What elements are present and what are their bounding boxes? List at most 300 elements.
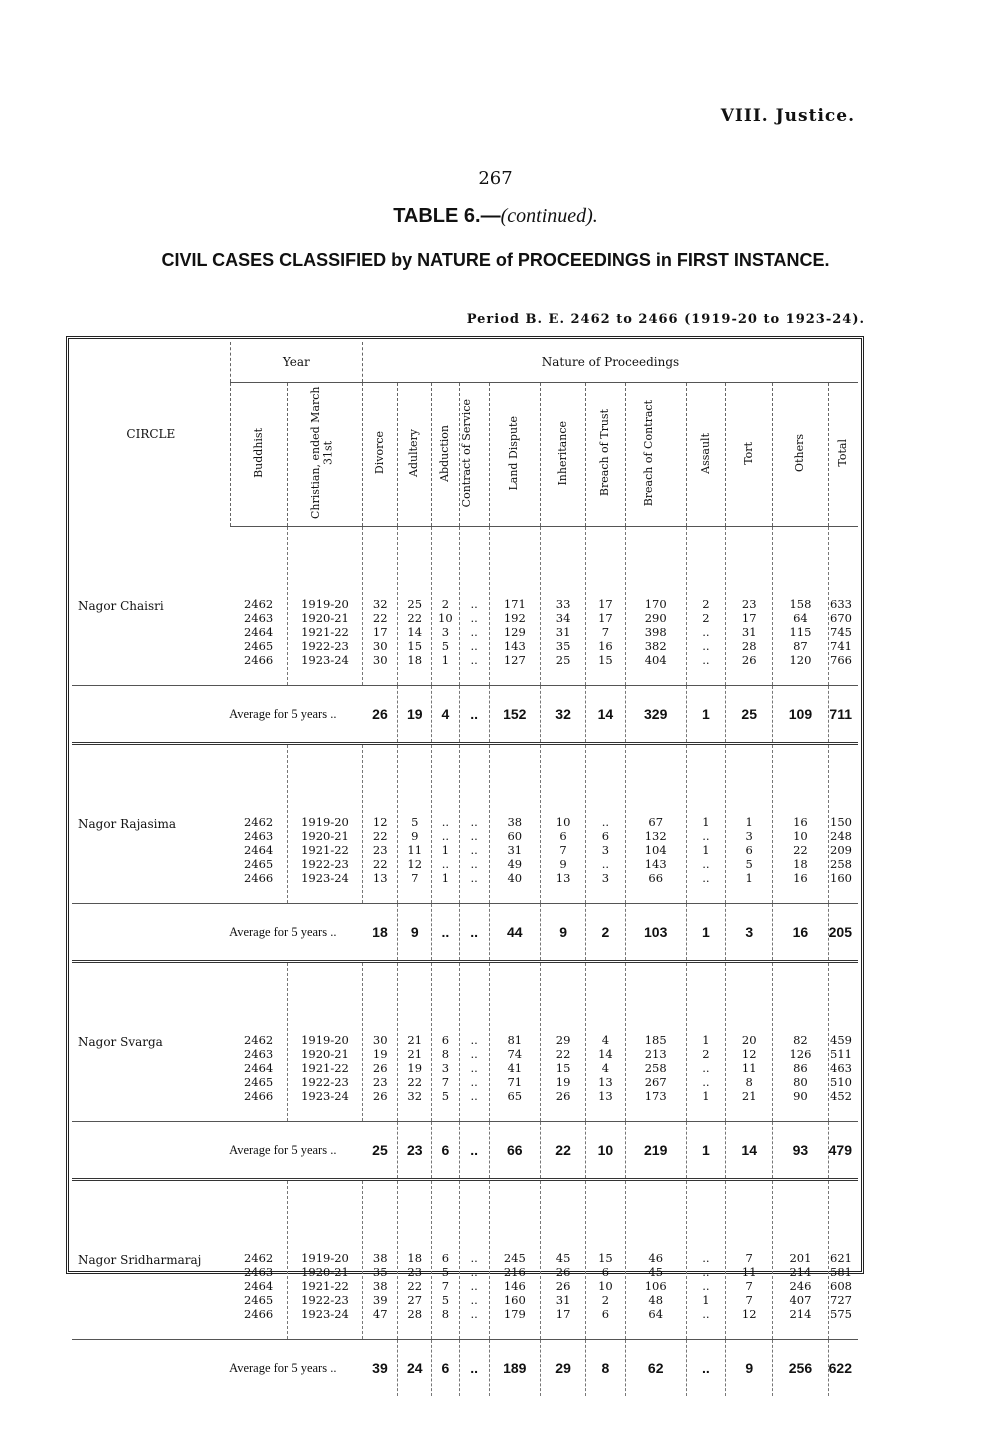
value: .. (470, 871, 478, 885)
value: 81 (507, 1033, 523, 1047)
average-adultery: 19 (398, 686, 432, 744)
breach-trust-values (586, 597, 624, 667)
average-adultery: 23 (398, 1122, 432, 1180)
value: 7 (601, 625, 610, 639)
value: .. (601, 815, 610, 829)
value: 173 (644, 1089, 667, 1103)
average-divorce: 25 (362, 1122, 398, 1180)
others-header-label: Others (793, 434, 807, 472)
value: 67 (648, 815, 664, 829)
abduction-cell (432, 527, 460, 686)
value: .. (470, 1307, 478, 1321)
average-breach-trust: 10 (586, 1122, 625, 1180)
assault-values (687, 1251, 725, 1321)
value: 146 (503, 1279, 526, 1293)
value: 7 (745, 1251, 753, 1265)
value: 2463 (243, 829, 274, 843)
value: .. (470, 843, 478, 857)
value: 17 (741, 611, 757, 625)
value: .. (441, 857, 450, 871)
tort-values (726, 1251, 772, 1321)
value: 19 (555, 1075, 571, 1089)
assault-header (686, 383, 725, 527)
value: 170 (644, 597, 667, 611)
land-dispute-cell (489, 744, 540, 904)
tort-cell (726, 744, 773, 904)
contract-service-header (459, 383, 489, 527)
value: 18 (793, 857, 808, 871)
value: 290 (644, 611, 667, 625)
tort-header-label: Tort (741, 441, 755, 465)
table-title-text: TABLE 6.— (393, 205, 501, 227)
contract-service-header-label: Contract of Service (460, 398, 474, 508)
average-total: 622 (828, 1340, 858, 1397)
value: 7 (411, 871, 419, 885)
value: 28 (741, 639, 757, 653)
tort-cell (726, 1180, 773, 1340)
value: 158 (789, 597, 812, 611)
christian-values (288, 597, 362, 667)
value: 2466 (243, 653, 274, 667)
value: 19 (407, 1061, 423, 1075)
value: 2 (601, 1293, 610, 1307)
value: 31 (741, 625, 757, 639)
value: .. (470, 639, 478, 653)
value: 245 (503, 1251, 526, 1265)
value: 32 (372, 597, 388, 611)
average-contract-service: .. (459, 1340, 489, 1397)
value: 45 (648, 1265, 664, 1279)
nature-group-header: Nature of Proceedings (362, 342, 858, 383)
value: 21 (407, 1033, 423, 1047)
average-breach-trust: 8 (586, 1340, 625, 1397)
abduction-header-label: Abduction (438, 424, 452, 482)
value: 581 (830, 1265, 852, 1279)
adultery-values (398, 815, 431, 885)
average-label: Average for 5 years .. (72, 1340, 362, 1397)
divorce-cell (362, 1180, 398, 1340)
value: 1922-23 (301, 857, 349, 871)
value: 670 (830, 611, 852, 625)
tort-values (726, 597, 772, 667)
average-breach-trust: 14 (586, 686, 625, 744)
value: 115 (789, 625, 812, 639)
value: 22 (372, 857, 388, 871)
average-divorce: 18 (362, 904, 398, 962)
section-title: VIII. Justice. (720, 106, 855, 126)
value: 3 (601, 871, 610, 885)
value: 5 (411, 815, 419, 829)
average-inheritance: 9 (540, 904, 585, 962)
value: 6 (601, 829, 610, 843)
average-inheritance: 22 (540, 1122, 585, 1180)
inheritance-header (540, 383, 585, 527)
value: 452 (830, 1089, 852, 1103)
divorce-values (363, 815, 398, 885)
value: .. (470, 815, 478, 829)
value: 12 (407, 857, 423, 871)
circle-name: Nagor Chaisri (78, 598, 164, 613)
land-dispute-values (490, 1033, 540, 1103)
divorce-cell (362, 527, 398, 686)
value: .. (702, 857, 710, 871)
average-inheritance: 32 (540, 686, 585, 744)
value: 209 (830, 843, 852, 857)
value: 22 (793, 843, 808, 857)
breach-contract-values (626, 1251, 686, 1321)
buddhist-cell (230, 744, 287, 904)
value: 22 (407, 1075, 423, 1089)
value: .. (470, 611, 478, 625)
breach-contract-cell (625, 527, 686, 686)
value: 23 (372, 843, 388, 857)
value: 25 (555, 653, 571, 667)
average-row (72, 1340, 858, 1397)
value: 66 (648, 871, 664, 885)
average-label: Average for 5 years .. (72, 686, 362, 744)
average-abduction: .. (432, 904, 460, 962)
inheritance-cell (540, 962, 585, 1122)
value: 27 (407, 1293, 423, 1307)
value: 201 (789, 1251, 812, 1265)
value: 6 (441, 1033, 450, 1047)
others-cell (773, 962, 828, 1122)
value: 745 (830, 625, 852, 639)
abduction-values (432, 1033, 459, 1103)
value: 633 (830, 597, 852, 611)
contract-service-cell (459, 744, 489, 904)
value: 2462 (243, 1251, 274, 1265)
value: .. (470, 1075, 478, 1089)
value: 6 (601, 1307, 610, 1321)
value: 30 (372, 653, 388, 667)
divorce-header-label: Divorce (372, 431, 386, 475)
inheritance-values (541, 1033, 585, 1103)
average-breach-contract: 103 (625, 904, 686, 962)
breach-contract-values (626, 597, 686, 667)
assault-cell (686, 1180, 725, 1340)
inheritance-cell (540, 744, 585, 904)
value: 104 (644, 843, 667, 857)
value: 23 (407, 1265, 423, 1279)
value: 2 (702, 597, 710, 611)
value: 45 (555, 1251, 571, 1265)
total-values (829, 1251, 852, 1321)
value: 11 (407, 843, 423, 857)
average-adultery: 24 (398, 1340, 432, 1397)
value: 15 (598, 1251, 613, 1265)
value: 1919-20 (301, 597, 349, 611)
land-dispute-cell (489, 527, 540, 686)
breach-trust-header-label: Breach of Trust (598, 409, 612, 497)
average-breach-contract: 219 (625, 1122, 686, 1180)
value: 621 (830, 1251, 852, 1265)
value: 13 (598, 1075, 613, 1089)
adultery-values (398, 1033, 431, 1103)
value: 143 (644, 857, 667, 871)
assault-values (687, 815, 725, 885)
contract-service-values (460, 1033, 489, 1103)
christian-cell (288, 1180, 363, 1340)
value: 26 (555, 1279, 571, 1293)
others-values (773, 597, 827, 667)
value: 2466 (243, 1089, 274, 1103)
average-total: 205 (828, 904, 858, 962)
value: 26 (555, 1265, 571, 1279)
value: 26 (372, 1061, 388, 1075)
value: 2 (702, 611, 710, 625)
breach-trust-values (586, 1033, 624, 1103)
value: 64 (648, 1307, 664, 1321)
others-header (773, 383, 828, 527)
value: .. (702, 829, 710, 843)
value: 7 (559, 843, 567, 857)
value: 1920-21 (301, 1265, 349, 1279)
breach-contract-values (626, 815, 686, 885)
value: 6 (441, 1251, 450, 1265)
value: .. (470, 1265, 478, 1279)
buddhist-values (230, 815, 287, 885)
breach-contract-values (626, 1033, 686, 1103)
value: 129 (503, 625, 526, 639)
total-header (828, 383, 858, 527)
value: 35 (372, 1265, 388, 1279)
value: .. (702, 1075, 710, 1089)
value: 15 (407, 639, 423, 653)
land-dispute-header (489, 383, 540, 527)
value: 22 (372, 829, 388, 843)
average-assault: 1 (686, 1122, 725, 1180)
value: 171 (503, 597, 526, 611)
buddhist-cell (230, 527, 287, 686)
value: 38 (507, 815, 523, 829)
value: 2466 (243, 1307, 274, 1321)
value: 248 (830, 829, 852, 843)
value: 2463 (243, 611, 274, 625)
value: 213 (644, 1047, 667, 1061)
value: 608 (830, 1279, 852, 1293)
value: 8 (441, 1307, 450, 1321)
value: 13 (372, 871, 388, 885)
tort-values (726, 1033, 772, 1103)
value: 1922-23 (301, 639, 349, 653)
value: 1919-20 (301, 1251, 349, 1265)
value: 398 (644, 625, 667, 639)
inheritance-cell (540, 527, 585, 686)
value: 7 (441, 1279, 450, 1293)
value: 14 (598, 1047, 613, 1061)
christian-cell (288, 527, 363, 686)
average-contract-service: .. (459, 1122, 489, 1180)
value: .. (702, 625, 710, 639)
value: .. (702, 1061, 710, 1075)
value: 150 (830, 815, 852, 829)
average-adultery: 9 (398, 904, 432, 962)
value: 10 (438, 611, 453, 625)
value: 246 (789, 1279, 812, 1293)
value: 18 (407, 653, 423, 667)
abduction-values (432, 815, 459, 885)
average-assault: 1 (686, 904, 725, 962)
value: .. (470, 653, 478, 667)
value: 511 (830, 1047, 852, 1061)
value: 1 (702, 1293, 710, 1307)
value: 179 (503, 1307, 526, 1321)
breach-trust-values (586, 1251, 624, 1321)
value: 71 (507, 1075, 523, 1089)
value: 2465 (243, 639, 274, 653)
value: 2465 (243, 857, 274, 871)
value: 32 (407, 1089, 423, 1103)
circle-data-block (72, 962, 858, 1122)
value: 49 (507, 857, 523, 871)
abduction-cell (432, 744, 460, 904)
value: .. (470, 1251, 478, 1265)
value: 1 (702, 843, 710, 857)
value: 407 (789, 1293, 812, 1307)
breach-trust-cell (586, 962, 625, 1122)
value: 132 (644, 829, 667, 843)
value: 2464 (243, 843, 274, 857)
christian-header-label: Christian, ended March 31st (308, 386, 335, 520)
adultery-cell (398, 744, 432, 904)
value: 17 (555, 1307, 571, 1321)
value: 20 (741, 1033, 757, 1047)
value: 3 (441, 1061, 450, 1075)
value: 18 (407, 1251, 423, 1265)
value: 1920-21 (301, 829, 349, 843)
average-tort: 9 (726, 1340, 773, 1397)
value: 17 (598, 611, 613, 625)
average-label: Average for 5 years .. (72, 904, 362, 962)
inheritance-cell (540, 1180, 585, 1340)
value: 12 (741, 1047, 757, 1061)
average-land-dispute: 66 (489, 1122, 540, 1180)
others-cell (773, 527, 828, 686)
value: 9 (559, 857, 567, 871)
average-abduction: 4 (432, 686, 460, 744)
value: 727 (830, 1293, 852, 1307)
value: 404 (644, 653, 667, 667)
value: 10 (793, 829, 808, 843)
value: 25 (407, 597, 423, 611)
value: .. (470, 1047, 478, 1061)
value: 1923-24 (301, 653, 349, 667)
value: 16 (793, 871, 808, 885)
value: 6 (559, 829, 567, 843)
value: 26 (741, 653, 757, 667)
value: 11 (741, 1061, 757, 1075)
value: 143 (503, 639, 526, 653)
value: 10 (598, 1279, 613, 1293)
value: 258 (830, 857, 852, 871)
table-title (0, 205, 991, 228)
value: 23 (372, 1075, 388, 1089)
land-dispute-values (490, 1251, 540, 1321)
value: 26 (555, 1089, 571, 1103)
value: 106 (644, 1279, 667, 1293)
value: 26 (372, 1089, 388, 1103)
value: 2463 (243, 1047, 274, 1061)
value: 6 (745, 843, 753, 857)
value: 5 (441, 1293, 450, 1307)
value: 1921-22 (301, 843, 349, 857)
value: 30 (372, 639, 388, 653)
value: 2464 (243, 625, 274, 639)
value: .. (702, 1307, 710, 1321)
christian-cell (288, 962, 363, 1122)
value: 2462 (243, 1033, 274, 1047)
average-contract-service: .. (459, 686, 489, 744)
total-header-label: Total (835, 439, 849, 467)
value: 31 (555, 1293, 571, 1307)
circle-data-block (72, 744, 858, 904)
value: 459 (830, 1033, 852, 1047)
value: .. (702, 639, 710, 653)
value: 13 (555, 871, 571, 885)
value: 34 (555, 611, 571, 625)
breach-trust-cell (586, 527, 625, 686)
assault-values (687, 597, 725, 667)
value: 8 (441, 1047, 450, 1061)
table-subtitle: CIVIL CASES CLASSIFIED by NATURE of PROCEEDINGS in FIRST INSTANCE. (161, 250, 830, 270)
inheritance-header-label: Inheritance (555, 420, 569, 486)
total-cell (828, 527, 858, 686)
contract-service-cell (459, 1180, 489, 1340)
adultery-cell (398, 1180, 432, 1340)
total-values (829, 815, 852, 885)
breach-contract-header-label: Breach of Contract (641, 399, 655, 507)
value: 22 (372, 611, 388, 625)
tort-cell (726, 527, 773, 686)
value: .. (441, 829, 450, 843)
divorce-values (363, 1251, 398, 1321)
value: 1919-20 (301, 815, 349, 829)
value: 267 (644, 1075, 667, 1089)
page-number: 267 (478, 168, 513, 189)
value: 127 (503, 653, 526, 667)
land-dispute-header-label: Land Dispute (507, 415, 521, 491)
value: 21 (741, 1089, 757, 1103)
average-land-dispute: 152 (489, 686, 540, 744)
value: 2 (441, 597, 450, 611)
value: 2462 (243, 815, 274, 829)
value: 2 (702, 1047, 710, 1061)
buddhist-header-label: Buddhist (251, 428, 265, 478)
average-breach-trust: 2 (586, 904, 625, 962)
value: .. (601, 857, 610, 871)
adultery-cell (398, 962, 432, 1122)
contract-service-values (460, 815, 489, 885)
average-divorce: 26 (362, 686, 398, 744)
buddhist-values (230, 597, 287, 667)
value: 1 (441, 653, 450, 667)
circle-header: CIRCLE (72, 342, 230, 527)
value: 185 (644, 1033, 667, 1047)
value: 1 (702, 815, 710, 829)
value: 1 (441, 871, 450, 885)
others-values (773, 1251, 827, 1321)
value: 17 (372, 625, 388, 639)
value: 1921-22 (301, 1061, 349, 1075)
value: 90 (793, 1089, 808, 1103)
average-others: 256 (773, 1340, 828, 1397)
value: 12 (741, 1307, 757, 1321)
value: 15 (555, 1061, 571, 1075)
value: 31 (507, 843, 523, 857)
value: 2464 (243, 1279, 274, 1293)
average-land-dispute: 189 (489, 1340, 540, 1397)
